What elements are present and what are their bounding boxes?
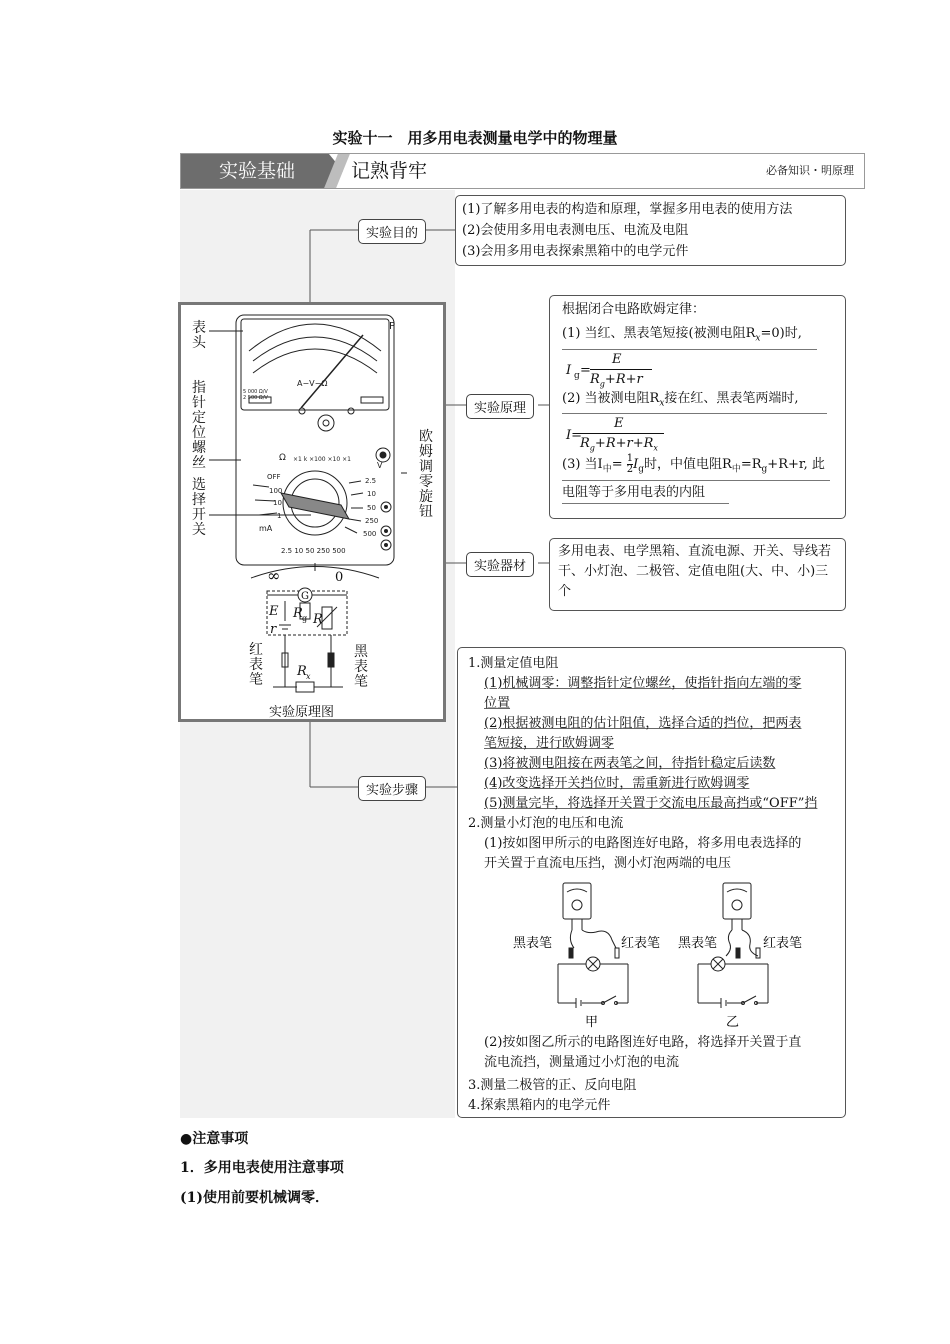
ma-range: 1 bbox=[277, 512, 282, 520]
formula-2: I= E $R_g+R+r+R_x$ bbox=[562, 416, 833, 454]
step-heading: 3.测量二极管的正、反向电阻 bbox=[468, 1078, 637, 1093]
meter-spec-2: 2 500 Ω/V bbox=[243, 395, 268, 401]
ma-range: 10 bbox=[273, 499, 282, 507]
step-heading: 4.探索黑箱内的电学元件 bbox=[468, 1098, 611, 1113]
bottom-ranges: 2.5 10 50 250 500 bbox=[281, 547, 346, 555]
resistor-rg: R bbox=[293, 606, 303, 621]
step-item: 开关置于直流电压挡，测小灯泡两端的电压 bbox=[484, 856, 732, 871]
step-item: 位置 bbox=[484, 696, 511, 711]
steps-box bbox=[457, 647, 846, 1118]
ohm-ranges: ×1 k ×100 ×10 ×1 bbox=[293, 456, 351, 463]
v-range: 10 bbox=[367, 490, 376, 498]
label-black-pen: 黑表笔 bbox=[354, 644, 368, 690]
label-steps: 实验步骤 bbox=[358, 776, 426, 801]
meter-spec-1: 5 000 Ω/V bbox=[243, 389, 268, 395]
svg-text:x: x bbox=[306, 672, 311, 681]
svg-text:g: g bbox=[302, 614, 308, 623]
step-item: 笔短接，进行欧姆调零 bbox=[484, 736, 615, 751]
fig-black-pen-label: 黑表笔 bbox=[513, 936, 553, 951]
formula-1: I g = E $R_g+R+r$ bbox=[562, 352, 833, 388]
purpose-item: (2)会使用多用电表测电压、电流及电阻 bbox=[462, 223, 689, 238]
ma-range: 100 bbox=[269, 487, 283, 495]
step-item: (1)机械调零：调整指针定位螺丝，使指针指向左端的零 bbox=[484, 676, 802, 691]
internal-r: r bbox=[270, 622, 277, 637]
label-pointer-screw: 指针定位螺丝 bbox=[192, 380, 206, 471]
resistor-rx: R bbox=[297, 664, 307, 679]
principle-case1: (1) 当红、黑表笔短接(被测电阻$R_x=0$)时, bbox=[562, 324, 817, 350]
banner-left: 实验基础 bbox=[181, 154, 329, 188]
fig-caption-jia: 甲 bbox=[585, 1015, 599, 1030]
fig-red-pen-label: 红表笔 bbox=[763, 936, 803, 951]
label-red-pen: 红表笔 bbox=[249, 642, 263, 688]
principle-case3: (3) 当$I_中= 1$ $2I_g$时，中值电阻$R_中=R_g+R+r$, 此 bbox=[562, 454, 830, 481]
label-principle: 实验原理 bbox=[466, 394, 534, 419]
off-label: OFF bbox=[267, 473, 281, 481]
principle-intro: 根据闭合电路欧姆定律： bbox=[562, 302, 706, 317]
notes-item-2: (1)使用前要机械调零． bbox=[180, 1190, 329, 1206]
fig-red-pen-label: 红表笔 bbox=[621, 936, 661, 951]
v-range: 2.5 bbox=[365, 477, 377, 485]
meter-avo-label: A−V−Ω bbox=[297, 379, 328, 388]
galvanometer-g: G bbox=[301, 591, 309, 602]
principle-case3-line2: 电阻等于多用电表的内阻 bbox=[562, 483, 729, 504]
purpose-item: (1)了解多用电表的构造和原理，掌握多用电表的使用方法 bbox=[462, 202, 793, 217]
ma-label: mA bbox=[259, 524, 273, 533]
circuit-figures bbox=[468, 878, 838, 1033]
purpose-item: (3)会用多用电表探索黑箱中的电学元件 bbox=[462, 244, 689, 259]
principle-box bbox=[549, 295, 846, 519]
label-meter-head: 表头 bbox=[192, 320, 206, 351]
step-item: (2)按如图乙所示的电路图连好电路，将选择开关置于直 bbox=[484, 1035, 802, 1050]
v-range: 500 bbox=[363, 530, 377, 538]
infinity-mark: ∞ bbox=[267, 566, 281, 585]
fraction-half: 1 2 bbox=[626, 453, 634, 476]
equipment-box bbox=[549, 538, 846, 611]
v-range: 250 bbox=[365, 517, 379, 525]
fig-black-pen-label: 黑表笔 bbox=[678, 936, 718, 951]
emf-e: E bbox=[269, 604, 279, 619]
label-equipment: 实验器材 bbox=[466, 552, 534, 577]
notes-item-1: 1．多用电表使用注意事项 bbox=[180, 1160, 344, 1176]
resistor-r: R bbox=[313, 612, 323, 627]
ohm-label: Ω bbox=[279, 453, 286, 463]
step-item: 流电流挡，测量通过小灯泡的电流 bbox=[484, 1055, 680, 1070]
meter-p-label: P bbox=[389, 321, 396, 332]
step-heading: 1.测量定值电阻 bbox=[468, 656, 559, 671]
zero-mark: 0 bbox=[335, 570, 344, 585]
multimeter-drawing bbox=[181, 305, 443, 719]
v-dc-label: V bbox=[377, 461, 383, 470]
figure-caption: 实验原理图 bbox=[269, 705, 335, 720]
page-title: 实验十一 用多用电表测量电学中的物理量 bbox=[332, 129, 618, 147]
principle-case2: (2) 当被测电阻$R_x$接在红、黑表笔两端时, bbox=[562, 389, 827, 415]
step-item: (1)按如图甲所示的电路图连好电路，将多用电表选择的 bbox=[484, 836, 802, 851]
banner-subtitle: 记熟背牢 bbox=[351, 160, 428, 182]
fig-caption-yi: 乙 bbox=[726, 1015, 740, 1030]
step-heading: 2.测量小灯泡的电压和电流 bbox=[468, 816, 624, 831]
step-item: (3)将被测电阻接在两表笔之间，待指针稳定后读数 bbox=[484, 756, 776, 771]
label-selector-switch: 选择开关 bbox=[192, 477, 206, 538]
notes-heading: ●注意事项 bbox=[180, 1131, 249, 1147]
step-item: (4)改变选择开关挡位时，需重新进行欧姆调零 bbox=[484, 776, 750, 791]
step-item: (2)根据被测电阻的估计阻值，选择合适的挡位，把两表 bbox=[484, 716, 802, 731]
label-ohm-zero-knob: 欧姆调零旋钮 bbox=[419, 429, 433, 520]
purpose-box bbox=[455, 195, 846, 266]
multimeter-figure bbox=[178, 302, 446, 722]
step-item: (5)测量完毕，将选择开关置于交流电压最高挡或“OFF”挡 bbox=[484, 796, 818, 811]
banner-tag: 必备知识・明原理 bbox=[766, 164, 854, 177]
equipment-text: 多用电表、电学黑箱、直流电源、开关、导线若干、小灯泡、二极管、定值电阻(大、中、小)三个 bbox=[558, 544, 832, 599]
v-range: 50 bbox=[367, 504, 376, 512]
label-purpose: 实验目的 bbox=[358, 219, 426, 244]
